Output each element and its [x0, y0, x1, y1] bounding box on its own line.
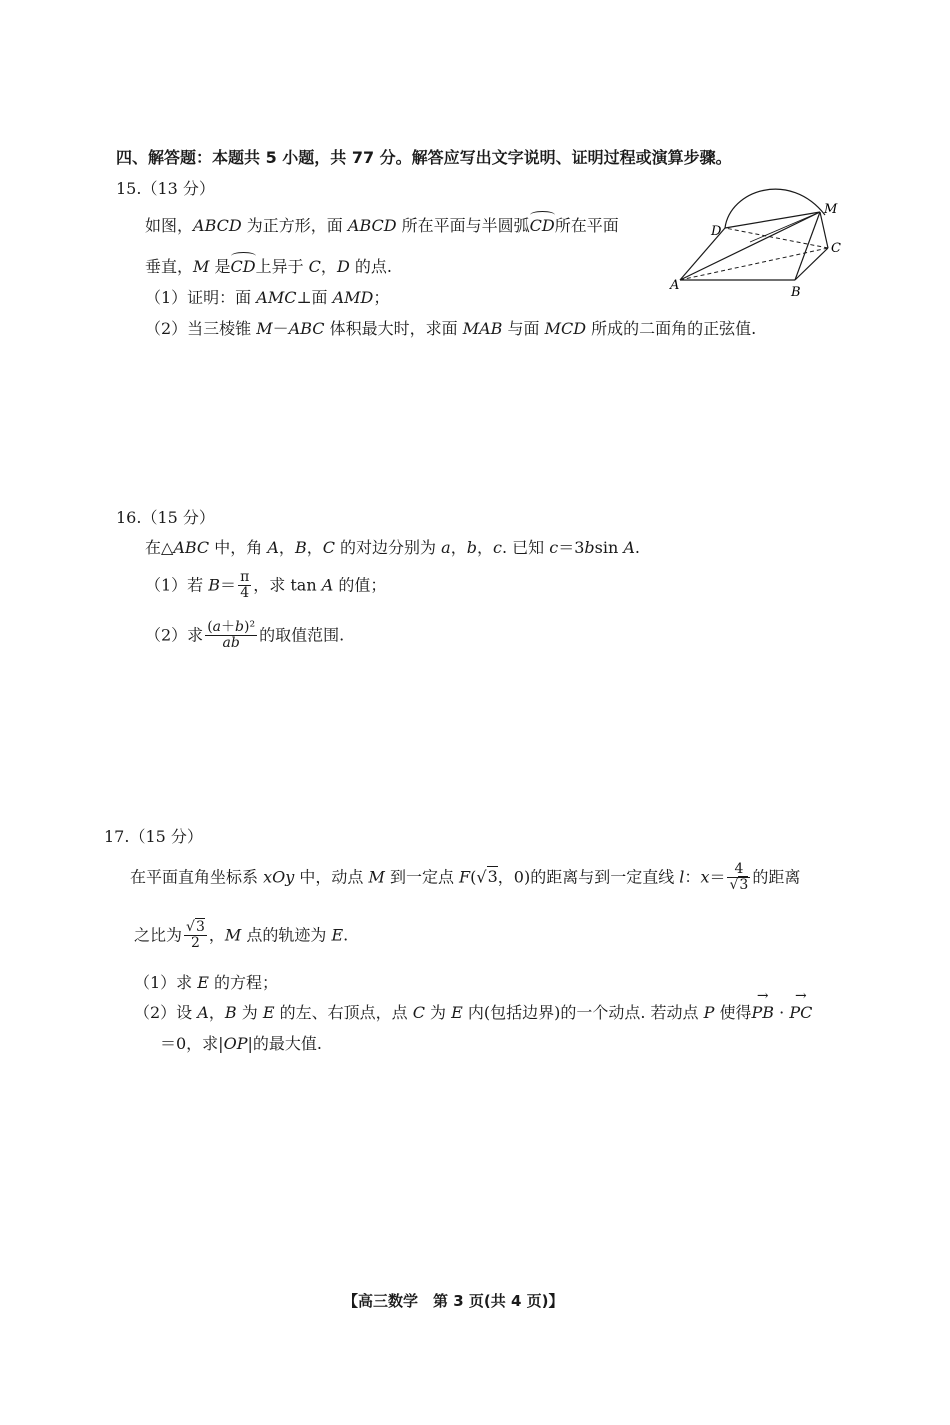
edge-m-inner: [750, 212, 820, 242]
q15-figure: [660, 170, 860, 305]
label-b: B: [791, 285, 801, 300]
edge-cm: [820, 212, 828, 248]
page-footer: 【高三数学 第 3 页(共 4 页)】: [343, 1292, 564, 1310]
label-m: M: [824, 202, 838, 217]
q15-line1: 如图，ABCD 为正方形，面 ABCD 所在平面与半圆弧CD所在平面: [145, 216, 619, 235]
edge-dm: [725, 212, 820, 228]
q15-number: 15.（13 分）: [116, 179, 215, 198]
section-header: 四、解答题：本题共 5 小题，共 77 分。解答应写出文字说明、证明过程或演算步骤。: [116, 148, 732, 167]
q17-part2b: ＝0，求|OP|的最大值.: [160, 1034, 322, 1053]
q17-part2a: （2）设 A，B 为 E 的左、右顶点，点 C 为 E 内(包括边界)的一个动点. 若动点 P 使得→ PB · → PC: [134, 1000, 812, 1023]
q15-part1: （1）证明：面 AMC⊥面 AMD；: [145, 288, 390, 307]
label-a: A: [670, 278, 680, 293]
q17-line2: 之比为 $\frac{√3}{2}$ ，M 点的轨迹为 E.: [134, 919, 349, 952]
diag-ac: [680, 248, 828, 280]
q15-part2: （2）当三棱锥 M－ABC 体积最大时，求面 MAB 与面 MCD 所成的二面角的正弦值.: [145, 319, 757, 338]
q16-number: 16.（15 分）: [116, 508, 215, 527]
edge-bc: [795, 248, 828, 280]
semicircle-arc: [725, 189, 825, 228]
q17-part1: （1）求 E 的方程；: [134, 973, 279, 992]
q16-part1: （1）若 B＝ $\frac{\pi}{4}$ ，求 tan A 的值；: [145, 569, 387, 602]
label-d: D: [711, 224, 722, 239]
label-c: C: [831, 241, 841, 256]
q16-part2: （2）求 $\frac{\text{(a＋b)²}}{ab}$ 的取值范围.: [145, 619, 345, 652]
q16-line1: 在△ABC 中，角 A，B，C 的对边分别为 a，b，c. 已知 c＝3bsin A.: [145, 538, 640, 557]
q17-line1: 在平面直角坐标系 xOy 中，动点 M 到一定点 F(√3，0)的距离与到一定直线 l：x＝ $\frac{4}{√3}$ 的距离: [130, 861, 801, 894]
q15-line2: 垂直，M 是CD上异于 C，D 的点.: [145, 257, 392, 276]
q17-number: 17.（15 分）: [104, 827, 203, 846]
